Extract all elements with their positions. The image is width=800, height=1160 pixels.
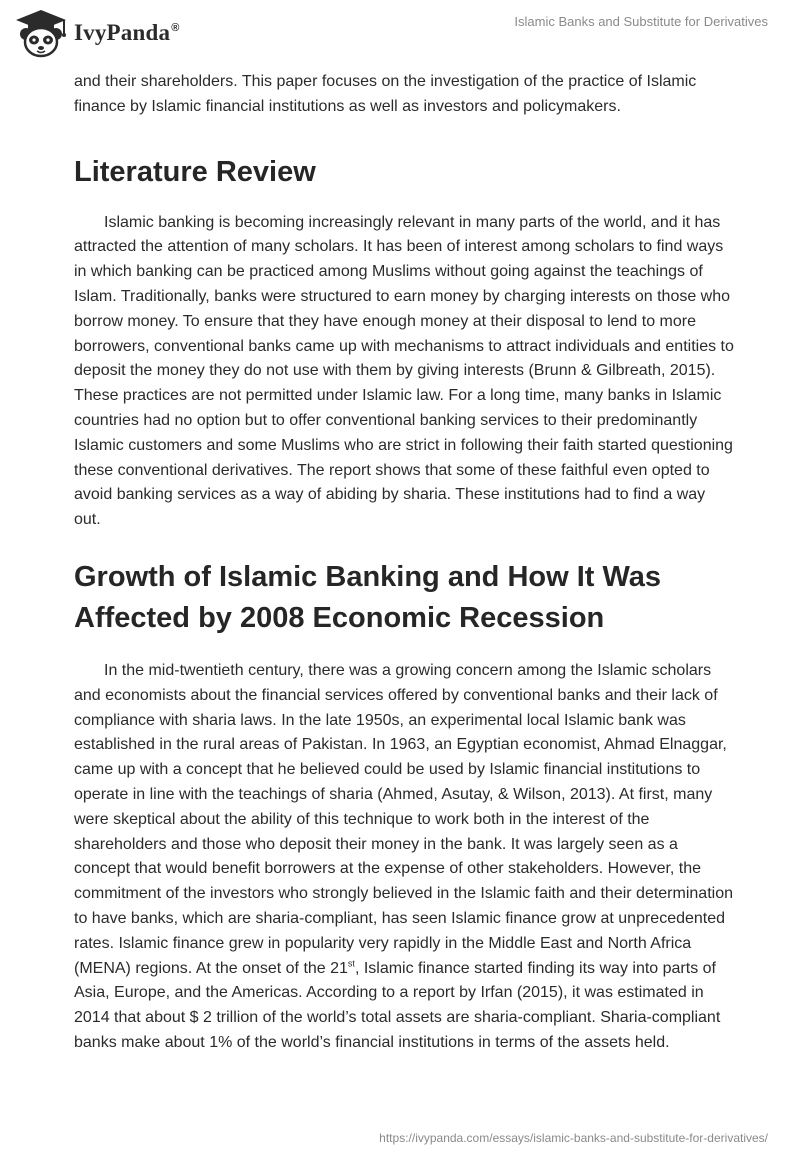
growth-paragraph-part2: , Islamic finance started finding its way into parts of Asia, Europe, and the Americas. According to a report by Irfan (2015), it was estimated in 2014 that about $ 2 trillion of the world’s total assets are sharia-compliant. Sharia-compliant banks make about 1% of the world’s financial institutions in terms of the assets held. <box>74 959 721 1051</box>
panda-graduate-icon <box>12 8 70 58</box>
document-title: Islamic Banks and Substitute for Derivatives <box>514 14 768 29</box>
ordinal-superscript: st <box>347 958 355 969</box>
registered-mark: ® <box>171 22 180 35</box>
growth-heading: Growth of Islamic Banking and How It Was Affected by 2008 Economic Recession <box>74 560 662 634</box>
literature-review-paragraph: Islamic banking is becoming increasingly relevant in many parts of the world, and it has attracted the attention of many scholars. It has been of interest among scholars to find ways in which banking can be practiced among Muslims without going against the teachings of Islam. Traditionally, banks were structured to earn money by charging interests on those who borrow money. To ensure that they have enough money at their disposal to lend to more borrowers, conventional banks came up with mechanisms to attract individuals and entities to deposit the money they do not use with them by giving interests (Brunn & Gilbreath, 2015). These practices are not permitted under Islamic law. For a long time, many banks in Islamic countries had no option but to offer conventional banking services to their predominantly Islamic customers and some Muslims who are strict in following their faith started questioning these conventional derivatives. The report shows that some of these faithful even opted to avoid banking services as a way of abiding by sharia. These institutions had to find a way out. <box>74 213 734 529</box>
growth-paragraph <box>74 659 734 1056</box>
literature-review-heading: Literature Review <box>74 155 316 188</box>
growth-paragraph-part1: In the mid-twentieth century, there was a growing concern among the Islamic scholars and economists about the financial services offered by conventional banks and their lack of compliance with sharia laws. In the late 1950s, an experimental local Islamic bank was established in the rural areas of Pakistan. In 1963, an Egyptian economist, Ahmad Elnaggar, came up with a concept that he believed could be used by Islamic financial institutions to operate in line with the teachings of sharia (Ahmed, Asutay, & Wilson, 2013). At first, many were skeptical about the ability of this technique to work both in the interest of the shareholders and those who deposit their money in the bank. It was largely seen as a concept that would benefit borrowers at the expense of other stakeholders. However, the commitment of the investors who strongly believed in the Islamic faith and their determination to have banks, which are sharia-compliant, has seen Islamic finance grow at unprecedented rates. Islamic finance grew in popularity very rapidly in the Middle East and North Africa (MENA) regions. At the onset of the 21 <box>74 661 733 977</box>
page-header <box>0 0 800 70</box>
footer-url[interactable]: https://ivypanda.com/essays/islamic-banks-and-substitute-for-derivatives/ <box>379 1131 768 1145</box>
intro-paragraph: and their shareholders. This paper focuses on the investigation of the practice of Islamic finance by Islamic financial institutions as well as investors and policymakers. <box>74 73 697 115</box>
essay-content <box>74 70 734 1056</box>
logo-text: IvyPanda® <box>74 20 180 45</box>
ivypanda-logo[interactable] <box>12 8 180 58</box>
